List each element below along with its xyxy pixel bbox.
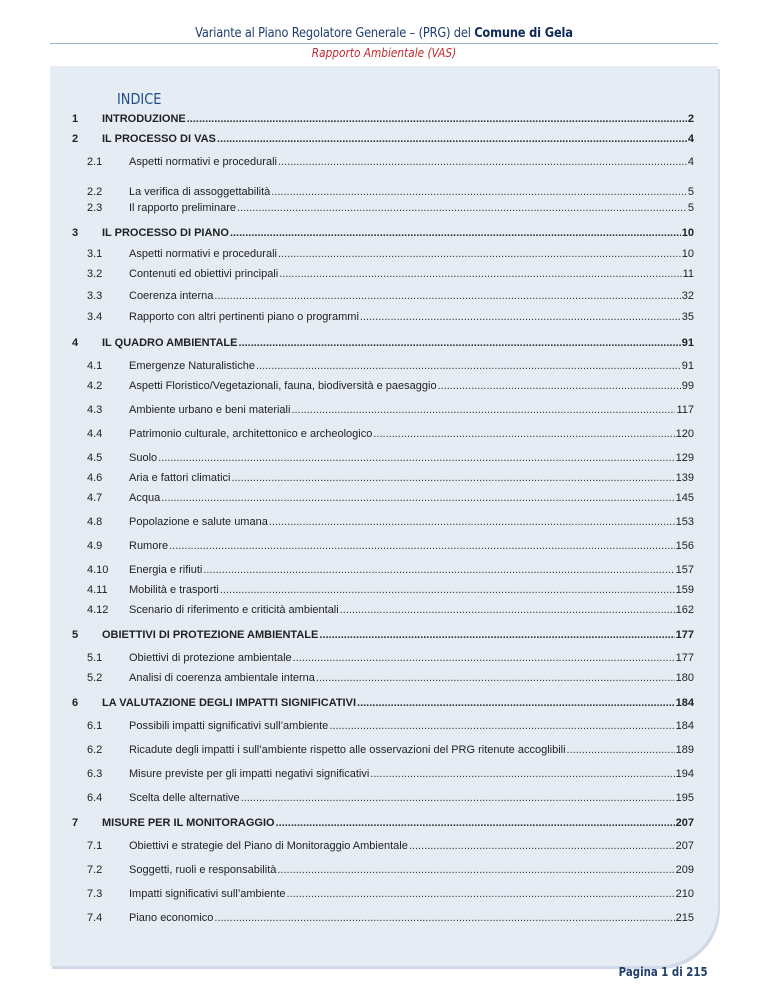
toc-leader (214, 288, 680, 304)
toc-leader (231, 470, 674, 486)
toc-page: 117 (676, 404, 694, 416)
toc-leader (279, 266, 681, 282)
toc-label: INTRODUZIONE (102, 113, 186, 125)
toc-number: 4.7 (87, 492, 103, 504)
toc-label: Aria e fattori climatici (129, 472, 231, 484)
toc-page: 189 (675, 744, 694, 756)
toc-label: Mobilità e trasporti (129, 584, 219, 596)
header-comune: Comune di Gela (474, 26, 573, 41)
toc-leader (293, 650, 675, 666)
toc-leader (340, 602, 675, 618)
toc-chapter[interactable] (72, 695, 694, 711)
toc-label: OBIETTIVI DI PROTEZIONE AMBIENTALE (102, 629, 319, 641)
toc-label: Rumore (129, 540, 169, 552)
toc-number: 4.2 (87, 380, 103, 392)
toc-number: 5.1 (87, 652, 103, 664)
toc-label: Aspetti normativi e procedurali (129, 248, 277, 260)
toc-leader (357, 695, 675, 711)
toc-section[interactable] (87, 426, 694, 442)
toc-chapter[interactable] (72, 225, 694, 241)
toc-page: 91 (681, 337, 694, 349)
toc-section[interactable] (87, 514, 694, 530)
toc-section[interactable] (87, 154, 694, 170)
toc-page: 99 (681, 380, 694, 392)
toc-section[interactable] (87, 650, 694, 666)
toc-chapter[interactable] (72, 111, 694, 127)
toc-section[interactable] (87, 582, 694, 598)
toc-leader (237, 200, 687, 216)
toc-label: Scenario di riferimento e criticità ambientali (129, 604, 339, 616)
toc-page: 4 (687, 133, 694, 145)
toc-page: 207 (675, 840, 694, 852)
toc-number: 4.11 (87, 584, 108, 596)
toc-page: 4 (687, 156, 694, 168)
toc-number: 3 (72, 227, 79, 239)
toc-number: 4.4 (87, 428, 103, 440)
toc-label: LA VALUTAZIONE DEGLI IMPATTI SIGNIFICATIVI (102, 697, 357, 709)
toc-number: 6 (72, 697, 79, 709)
toc-page: 91 (681, 360, 694, 372)
toc-page: 177 (675, 629, 694, 641)
toc-page: 129 (675, 452, 694, 464)
toc-page: 177 (675, 652, 694, 664)
toc-section[interactable] (87, 886, 694, 902)
toc-label: Aspetti Floristico/Vegetazionali, fauna, biodiversità e paesaggio (129, 380, 437, 392)
toc-number: 4.12 (87, 604, 109, 616)
toc-label: La verifica di assoggettabilità (129, 186, 271, 198)
toc-number: 7.2 (87, 864, 103, 876)
toc-page: 162 (675, 604, 694, 616)
toc-leader (220, 582, 675, 598)
toc-leader (241, 790, 675, 806)
toc-page: 10 (681, 227, 694, 239)
header-subtitle: Rapporto Ambientale (VAS) (311, 46, 457, 60)
toc-leader (187, 111, 687, 127)
toc-label: MISURE PER IL MONITORAGGIO (102, 817, 275, 829)
toc-number: 5 (72, 629, 79, 641)
header-rule (50, 43, 718, 44)
toc-label: IL PROCESSO DI PIANO (102, 227, 229, 239)
toc-label: Energia e rifiuti (129, 564, 203, 576)
toc-leader (276, 815, 675, 831)
toc-label: Rapporto con altri pertinenti piano o programmi (129, 311, 359, 323)
toc-label: Soggetti, ruoli e responsabilità (129, 864, 277, 876)
toc-number: 3.2 (87, 268, 103, 280)
toc-section[interactable] (87, 470, 694, 486)
toc-leader (230, 225, 681, 241)
toc-section[interactable] (87, 490, 694, 506)
toc-chapter[interactable] (72, 131, 694, 147)
toc-section[interactable] (87, 910, 694, 926)
toc-label: IL QUADRO AMBIENTALE (102, 337, 238, 349)
toc-leader (438, 378, 681, 394)
toc-page: 209 (675, 864, 694, 876)
toc-page: 184 (675, 697, 694, 709)
toc-page: 10 (681, 248, 694, 260)
toc-page: 5 (687, 186, 694, 198)
toc-leader (360, 309, 681, 325)
toc-leader (271, 184, 687, 200)
toc-number: 4.6 (87, 472, 103, 484)
toc-chapter[interactable] (72, 815, 694, 831)
toc-number: 2.1 (87, 156, 103, 168)
toc-section[interactable] (87, 602, 694, 618)
toc-label: Obiettivi e strategie del Piano di Monitoraggio Ambientale (129, 840, 408, 852)
toc-leader (287, 886, 675, 902)
toc-label: Emergenze Naturalistiche (129, 360, 255, 372)
toc-number: 3.3 (87, 290, 103, 302)
toc-title: INDICE (117, 90, 162, 108)
toc-section[interactable] (87, 838, 694, 854)
toc-leader (158, 450, 675, 466)
toc-label: Ricadute degli impatti i sull’ambiente rispetto alle osservazioni del PRG ritenute accoglibili (129, 744, 566, 756)
toc-page: 157 (675, 564, 694, 576)
toc-leader (319, 627, 674, 643)
toc-number: 1 (72, 113, 79, 125)
toc-section[interactable] (87, 266, 694, 282)
toc-number: 4.9 (87, 540, 103, 552)
toc-number: 6.4 (87, 792, 103, 804)
toc-number: 2.2 (87, 186, 103, 198)
toc-page: 215 (675, 912, 694, 924)
toc-label: Scelta delle alternative (129, 792, 240, 804)
toc-page: 2 (687, 113, 694, 125)
toc-leader (161, 490, 674, 506)
toc-number: 7.4 (87, 912, 103, 924)
toc-page: 11 (682, 268, 694, 280)
toc-page: 159 (675, 584, 694, 596)
toc-number: 6.2 (87, 744, 103, 756)
toc-section[interactable] (87, 378, 694, 394)
toc-label: Coerenza interna (129, 290, 214, 302)
header-title: Variante al Piano Regolatore Generale – (PRG) del Comune di Gela (195, 26, 573, 41)
toc-leader (278, 246, 681, 262)
toc-number: 7 (72, 817, 79, 829)
toc-page: 35 (681, 311, 694, 323)
toc-label: Popolazione e salute umana (129, 516, 268, 528)
toc-number: 3.4 (87, 311, 103, 323)
toc-section[interactable] (87, 402, 694, 418)
toc-section[interactable] (87, 288, 694, 304)
toc-number: 2 (72, 133, 79, 145)
toc-page: 32 (681, 290, 694, 302)
toc-page: 120 (675, 428, 694, 440)
toc-section[interactable] (87, 562, 694, 578)
toc-section[interactable] (87, 309, 694, 325)
toc-chapter[interactable] (72, 627, 694, 643)
toc-label: Piano economico (129, 912, 214, 924)
toc-leader (169, 538, 675, 554)
toc-section[interactable] (87, 718, 694, 734)
toc-number: 6.3 (87, 768, 103, 780)
toc-label: Patrimonio culturale, architettonico e archeologico (129, 428, 373, 440)
toc-label: Contenuti ed obiettivi principali (129, 268, 279, 280)
toc-leader (409, 838, 675, 854)
toc-section[interactable] (87, 184, 694, 200)
toc-number: 3.1 (87, 248, 103, 260)
toc-page: 195 (675, 792, 694, 804)
toc-page: 184 (675, 720, 694, 732)
toc-page: 139 (675, 472, 694, 484)
toc-section[interactable] (87, 766, 694, 782)
toc-number: 2.3 (87, 202, 103, 214)
toc-number: 4.10 (87, 564, 109, 576)
toc-page: 145 (675, 492, 694, 504)
toc-leader (291, 402, 675, 418)
toc-leader (269, 514, 675, 530)
toc-page: 153 (675, 516, 694, 528)
toc-leader (256, 358, 681, 374)
toc-page: 180 (675, 672, 694, 684)
toc-number: 4.8 (87, 516, 103, 528)
toc-leader (370, 766, 674, 782)
toc-label: Analisi di coerenza ambientale interna (129, 672, 315, 684)
toc-page: 5 (687, 202, 694, 214)
toc-leader (277, 862, 674, 878)
toc-section[interactable] (87, 790, 694, 806)
toc-label: Obiettivi di protezione ambientale (129, 652, 292, 664)
toc-section[interactable] (87, 450, 694, 466)
toc-leader (316, 670, 675, 686)
toc-section[interactable] (87, 862, 694, 878)
toc-label: Il rapporto preliminare (129, 202, 236, 214)
toc-leader (329, 718, 674, 734)
toc-leader (203, 562, 674, 578)
toc-leader (278, 154, 687, 170)
toc-page: 156 (675, 540, 694, 552)
toc-leader (217, 131, 687, 147)
toc-section[interactable] (87, 538, 694, 554)
toc-page: 210 (675, 888, 694, 900)
toc-leader (214, 910, 674, 926)
toc-chapter[interactable] (72, 335, 694, 351)
toc-label: Impatti significativi sull’ambiente (129, 888, 286, 900)
toc-label: Suolo (129, 452, 158, 464)
toc-label: IL PROCESSO DI VAS (102, 133, 216, 145)
toc-number: 7.3 (87, 888, 103, 900)
page-number: Pagina 1 di 215 (619, 965, 708, 979)
toc-number: 4 (72, 337, 79, 349)
toc-label: Acqua (129, 492, 161, 504)
toc-section[interactable] (87, 358, 694, 374)
toc-section[interactable] (87, 742, 694, 758)
toc-leader (567, 742, 675, 758)
toc-section[interactable] (87, 246, 694, 262)
toc-number: 4.3 (87, 404, 103, 416)
toc-section[interactable] (87, 670, 694, 686)
toc-leader (373, 426, 674, 442)
toc-page: 207 (675, 817, 694, 829)
toc-number: 5.2 (87, 672, 103, 684)
toc-label: Ambiente urbano e beni materiali (129, 404, 291, 416)
toc-page: 194 (675, 768, 694, 780)
toc-section[interactable] (87, 200, 694, 216)
toc-label: Misure previste per gli impatti negativi significativi (129, 768, 370, 780)
toc-label: Aspetti normativi e procedurali (129, 156, 277, 168)
toc-number: 6.1 (87, 720, 103, 732)
toc-number: 4.5 (87, 452, 103, 464)
toc-number: 7.1 (87, 840, 103, 852)
toc-number: 4.1 (87, 360, 103, 372)
toc-label: Possibili impatti significativi sull’ambiente (129, 720, 329, 732)
toc-leader (238, 335, 680, 351)
